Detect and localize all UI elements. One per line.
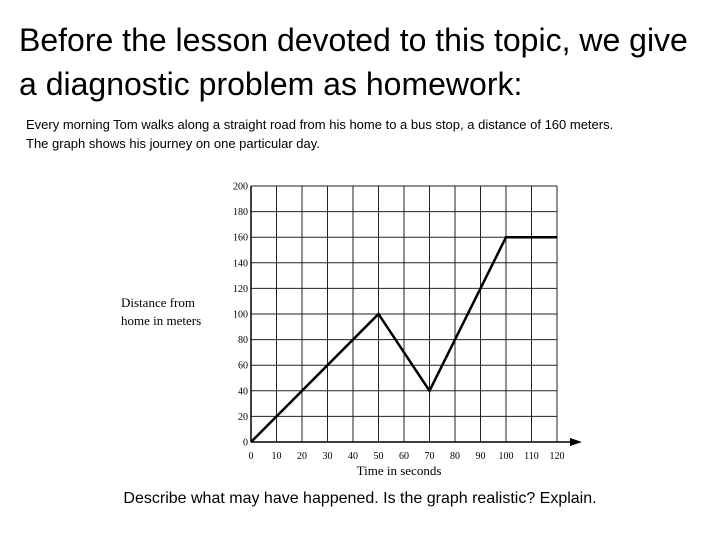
x-tick-label: 30 [322, 451, 333, 462]
y-tick-label: 80 [238, 335, 248, 347]
y-tick-label: 180 [233, 207, 248, 219]
chart-axes [251, 186, 582, 446]
y-tick-label: 40 [238, 386, 248, 398]
y-axis-label-line-2: home in meters [121, 313, 202, 328]
x-tick-label: 70 [424, 451, 435, 462]
x-tick-label: 20 [297, 451, 307, 462]
chart-tick-labels [233, 182, 565, 463]
y-tick-label: 20 [238, 411, 248, 423]
x-tick-label: 0 [248, 451, 254, 462]
problem-line-2: The graph shows his journey on one particular day. [26, 136, 320, 151]
x-tick-label: 90 [475, 451, 486, 462]
x-axis-label: Time in seconds [356, 463, 442, 478]
y-axis-label-line-1: Distance from [121, 295, 196, 310]
x-tick-label: 80 [450, 451, 460, 462]
chart-grid [251, 186, 557, 442]
y-tick-label: 60 [238, 360, 248, 372]
x-tick-label: 40 [348, 451, 358, 462]
y-tick-label: 200 [233, 181, 248, 193]
x-tick-label: 120 [549, 451, 565, 462]
x-tick-label: 110 [524, 451, 539, 462]
y-tick-label: 140 [233, 258, 248, 270]
question-caption: Describe what may have happened. Is the graph realistic? Explain. [123, 490, 597, 507]
y-tick-label: 0 [243, 437, 248, 449]
y-tick-label: 120 [233, 283, 248, 295]
y-tick-label: 100 [233, 309, 248, 321]
x-tick-label: 60 [399, 451, 409, 462]
problem-line-1: Every morning Tom walks along a straight road from his home to a bus stop, a distance of 160 meters. [26, 117, 614, 132]
x-tick-label: 50 [373, 451, 384, 462]
y-tick-label: 160 [233, 232, 248, 244]
x-tick-label: 100 [498, 451, 514, 462]
slide-title: Before the lesson devoted to this topic, we give a diagnostic problem as homework: [19, 22, 688, 102]
x-tick-label: 10 [271, 451, 282, 462]
x-axis-arrowhead [570, 438, 582, 446]
